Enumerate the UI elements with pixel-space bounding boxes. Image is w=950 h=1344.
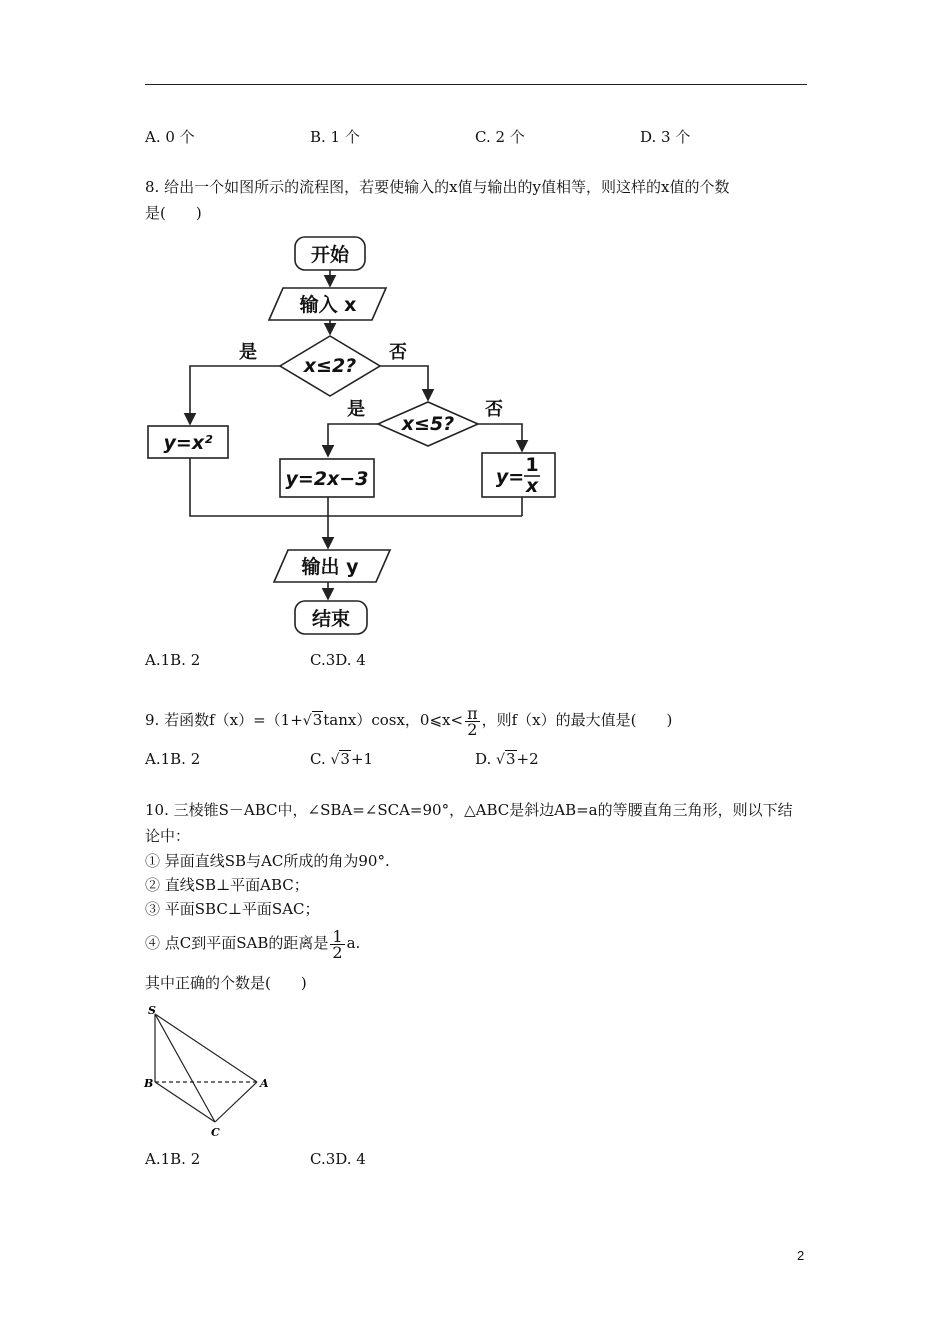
- label-C: C: [211, 1126, 220, 1139]
- q8-options-cd: C.3D. 4: [310, 651, 366, 669]
- page-number: 2: [797, 1248, 805, 1263]
- q9-mid: tanx）cosx，0⩽x<: [323, 711, 464, 729]
- q10-ask: 其中正确的个数是( ): [145, 974, 307, 992]
- fc-box-square-text: y=x²: [163, 432, 213, 454]
- fc-output-text: 输出 y: [301, 556, 359, 578]
- q8-question-line2: 是( ): [145, 204, 202, 222]
- fc-box-recip-den: x: [525, 475, 539, 497]
- q10-s4-suffix: a.: [346, 934, 361, 952]
- label-S: S: [148, 1004, 156, 1017]
- q10-options-ab: A.1B. 2: [145, 1150, 201, 1168]
- q9-option-d-tail: +2: [516, 750, 539, 768]
- fc-cond1-text: x≤2?: [303, 355, 357, 377]
- q9-question: [145, 703, 672, 738]
- header-rule: [145, 84, 807, 85]
- q10-pyramid-figure: [140, 1000, 280, 1142]
- q10-statement-2: ② 直线SB⊥平面ABC；: [145, 876, 309, 894]
- q9-prefix: 9. 若函数f（x）=（1+: [145, 711, 303, 729]
- q10-question-line1: 10. 三棱锥S－ABC中，∠SBA=∠SCA=90°，△ABC是斜边AB=a的等腰直角三角形，则以下结: [145, 801, 793, 819]
- fc-cond2-text: x≤5?: [401, 413, 455, 435]
- q10-statement-1: ① 异面直线SB与AC所成的角为90°.: [145, 852, 390, 870]
- q8-flowchart: [140, 228, 570, 648]
- q9-options-ab: A.1B. 2: [145, 750, 201, 768]
- q9-option-d-label: D.: [475, 750, 497, 768]
- q8-options-ab: A.1B. 2: [145, 651, 201, 669]
- q9-option-c: [310, 749, 373, 770]
- q10-s4-fraction: [330, 926, 344, 962]
- q9-frac-num: π: [467, 703, 478, 723]
- sqrt-sign: √: [496, 752, 505, 768]
- q9-fraction: [465, 703, 480, 739]
- fc-box-linear-text: y=2x−3: [285, 468, 369, 490]
- q9-suffix: ，则f（x）的最大值是( ): [481, 711, 673, 729]
- fc-no-label-2: 否: [485, 399, 503, 420]
- fc-box-recip-num: 1: [525, 454, 539, 476]
- q8-question-line1: 8. 给出一个如图所示的流程图，若要使输入的x值与输出的y值相等，则这样的x值的个数: [145, 178, 730, 196]
- fc-no-label-1: 否: [389, 342, 407, 363]
- q10-options-cd: C.3D. 4: [310, 1150, 366, 1168]
- q10-question-line2: 论中：: [145, 827, 191, 845]
- fc-end-text: 结束: [311, 608, 351, 630]
- fc-yes-label-2: 是: [347, 399, 365, 420]
- q7-option-d: D. 3 个: [640, 128, 691, 146]
- q7-option-a: A. 0 个: [145, 128, 195, 146]
- sqrt-sign: √: [302, 713, 312, 729]
- q9-frac-den: 2: [467, 719, 478, 739]
- fc-start-text: 开始: [310, 244, 350, 266]
- q10-statement-4: [145, 925, 360, 961]
- fc-input-text: 输入 x: [299, 294, 357, 316]
- q10-s4-den: 2: [332, 942, 343, 962]
- q9-option-d: [475, 749, 539, 770]
- fc-box-recip-lhs: y=: [495, 466, 525, 488]
- label-B: B: [144, 1077, 154, 1090]
- q7-option-b: B. 1 个: [310, 128, 360, 146]
- q9-option-c-tail: +1: [350, 750, 374, 768]
- q9-root-arg: 3: [312, 711, 323, 729]
- q9-option-d-arg: 3: [505, 750, 516, 768]
- q10-statement-3: ③ 平面SBC⊥平面SAC；: [145, 900, 320, 918]
- label-A: A: [260, 1077, 269, 1090]
- q10-s4-prefix: ④ 点C到平面SAB的距离是: [145, 934, 329, 952]
- q9-option-c-arg: 3: [340, 750, 350, 768]
- fc-yes-label-1: 是: [239, 342, 257, 363]
- q10-s4-num: 1: [332, 926, 343, 946]
- q9-option-c-label: C.: [310, 750, 331, 768]
- sqrt-sign: √: [330, 752, 340, 768]
- q7-option-c: C. 2 个: [475, 128, 525, 146]
